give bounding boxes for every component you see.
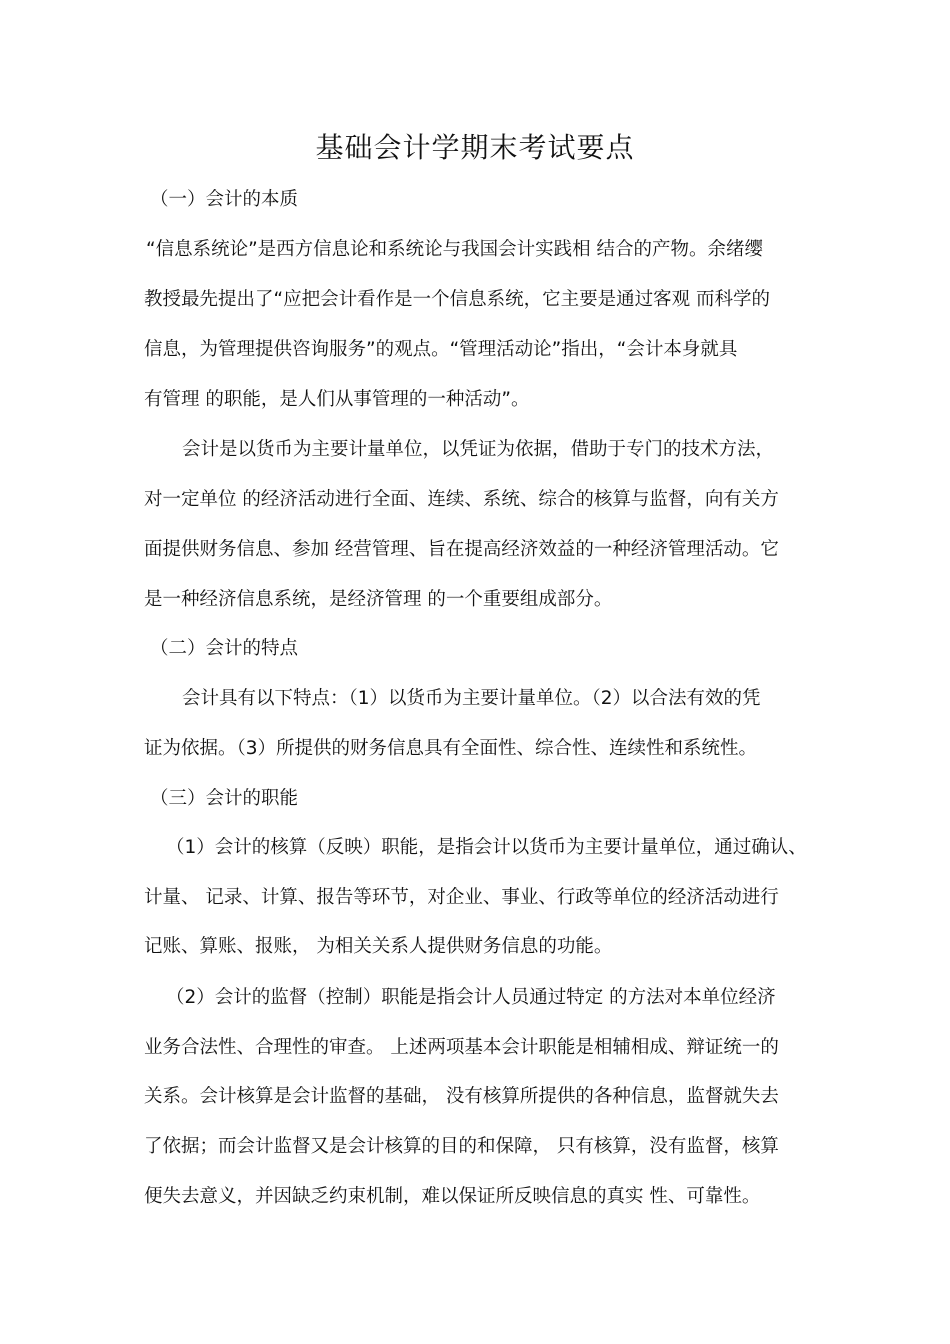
section-heading-1: （一）会计的本质 [150,189,299,210]
paragraph-line: “信息系统论”是西方信息论和系统论与我国会计实践相 结合的产物。余绪缨 [146,239,764,260]
paragraph-line: 业务合法性、合理性的审查。 上述两项基本会计职能是相辅相成、辩证统一的 [144,1037,779,1058]
paragraph-line: 了依据；而会计监督又是会计核算的目的和保障， 只有核算，没有监督，核算 [144,1136,779,1157]
paragraph-line: 证为依据。（3）所提供的财务信息具有全面性、综合性、连续性和系统性。 [144,738,758,759]
paragraph-line: 信息，为管理提供咨询服务”的观点。“管理活动论”指出，“会计本身就具 [144,339,738,360]
paragraph-line: 关系。会计核算是会计监督的基础， 没有核算所提供的各种信息，监督就失去 [144,1086,779,1107]
paragraph-line: 记账、算账、报账， 为相关关系人提供财务信息的功能。 [144,936,613,957]
paragraph-line: 会计具有以下特点：（1）以货币为主要计量单位。（2）以合法有效的凭 [182,688,761,709]
paragraph-line: （2）会计的监督（控制）职能是指会计人员通过特定 的方法对本单位经济 [166,987,776,1008]
paragraph-line: 有管理 的职能，是人们从事管理的一种活动”。 [144,389,530,410]
paragraph-line: 是一种经济信息系统，是经济管理 的一个重要组成部分。 [144,589,613,610]
section-heading-2: （二）会计的特点 [150,638,299,659]
paragraph-line: （1）会计的核算（反映）职能，是指会计以货币为主要计量单位，通过确认、 [166,837,807,858]
paragraph-line: 会计是以货币为主要计量单位，以凭证为依据，借助于专门的技术方法， [182,439,775,460]
paragraph-line: 教授最先提出了“应把会计看作是一个信息系统，它主要是通过客观 而科学的 [144,289,770,310]
section-heading-3: （三）会计的职能 [150,788,299,809]
paragraph-line: 对一定单位 的经济活动进行全面、连续、系统、综合的核算与监督，向有关方 [144,489,779,510]
paragraph-line: 面提供财务信息、参加 经营管理、旨在提高经济效益的一种经济管理活动。它 [144,539,779,560]
paragraph-line: 计量、 记录、计算、报告等环节，对企业、事业、行政等单位的经济活动进行 [144,887,779,908]
paragraph-line: 便失去意义，并因缺乏约束机制，难以保证所反映信息的真实 性、可靠性。 [144,1186,761,1207]
document-title: 基础会计学期末考试要点 [315,131,635,164]
